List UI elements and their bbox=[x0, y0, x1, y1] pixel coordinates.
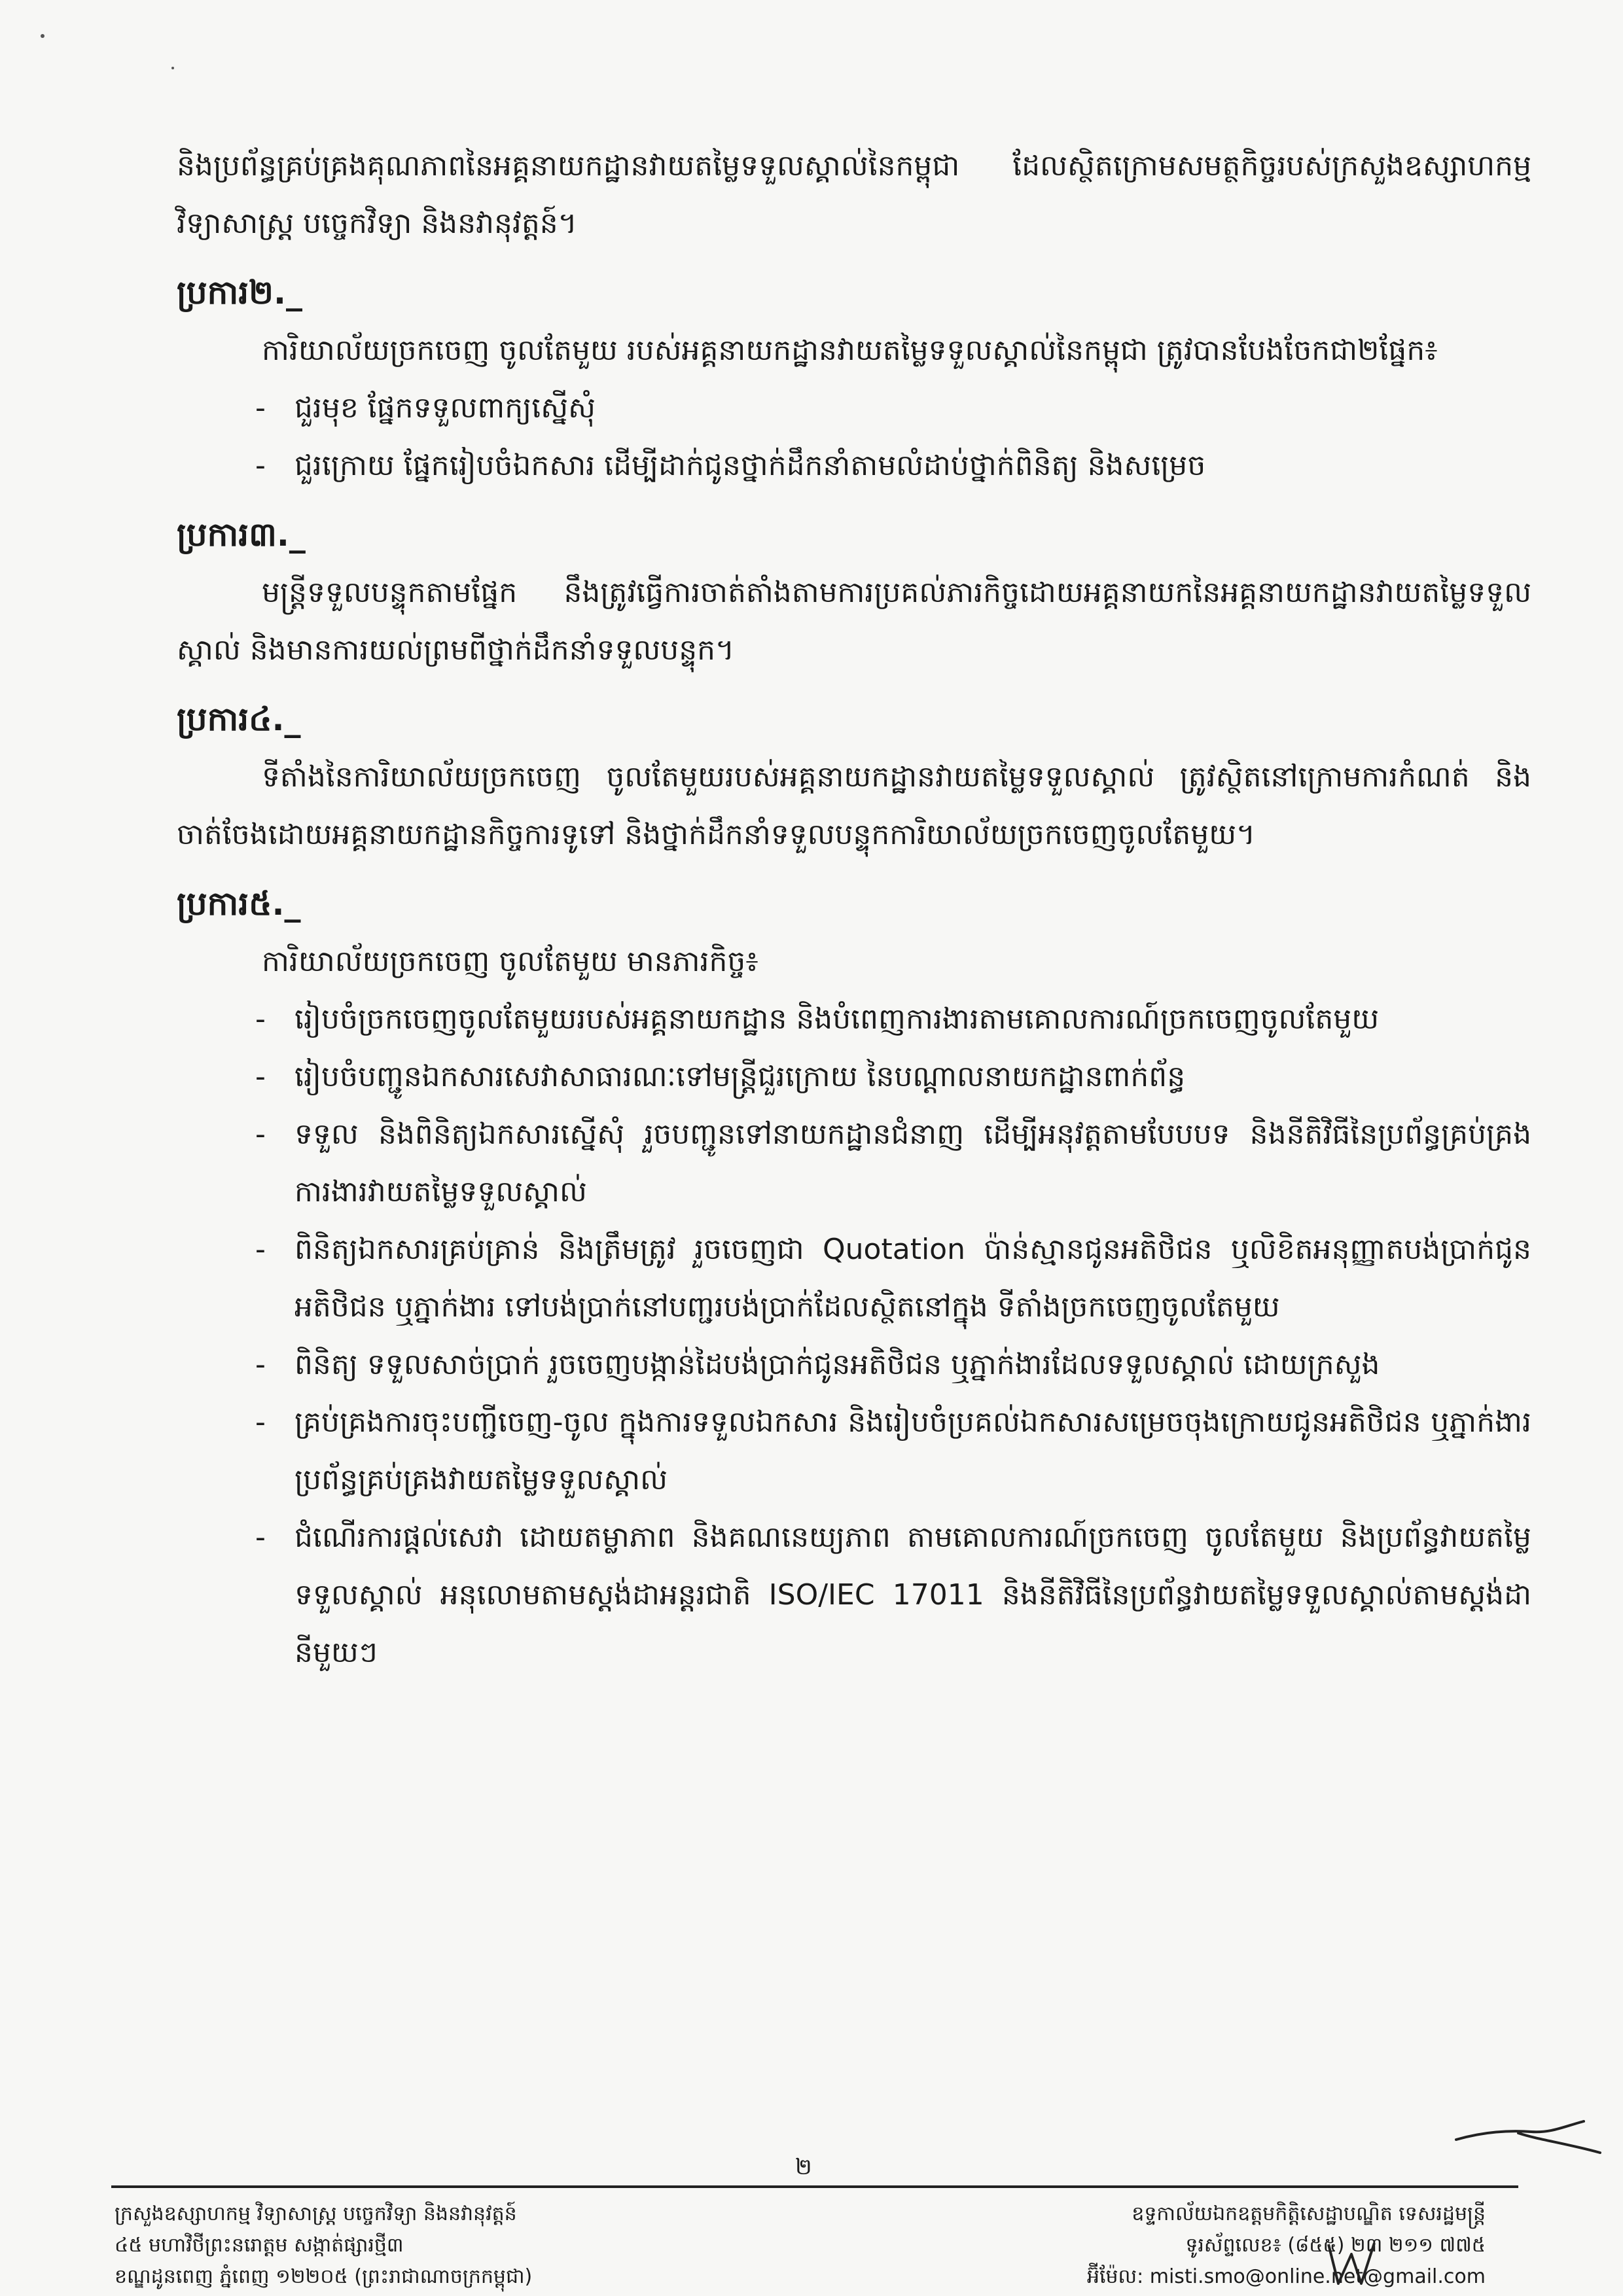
article-4-body: ទីតាំងនៃការិយាល័យច្រកចេញ ចូលតែមួយរបស់អគ្គនាយកដ្ឋានវាយតម្លៃទទួលស្គាល់ ត្រូវស្ថិតនៅក្រោមការកំណត់ និងចាត់ចែងដោយអគ្គនាយកដ្ឋានកិច្ចការទូទៅ និងថ្នាក់ដឹកនាំទទួលបន្ទុកការិយាល័យច្រកចេញចូលតែមួយ។ bbox=[177, 760, 1531, 851]
article-2-list bbox=[177, 380, 1531, 495]
footer-divider bbox=[111, 2185, 1518, 2188]
footer-ministry: ក្រសួងឧស្សាហកម្ម វិទ្យាសាស្ត្រ បច្ចេកវិទ្យា និងនវានុវត្តន៍ bbox=[115, 2202, 517, 2225]
page-number: ២ bbox=[795, 2154, 812, 2180]
list-item: - ជំណើរការផ្ដល់សេវា ដោយតម្លាភាព និងគណនេយ្យភាព តាមគោលការណ៍ច្រកចេញ ចូលតែមួយ និងប្រព័ន្ធវាយតម្លៃទទួលស្គាល់ អនុលោមតាមស្តង់ដាអន្តរជាតិ ISO/IEC 17011 និងនីតិវិធីនៃប្រព័ន្ធវាយតម្លៃទទួលស្គាល់តាមស្តង់ដានីមួយៗ bbox=[255, 1521, 1531, 1669]
footer-address bbox=[115, 2199, 532, 2293]
list-item: - ជួរមុខ ផ្នែកទទួលពាក្យស្នើសុំ bbox=[255, 391, 596, 425]
footer-email: អ៊ីម៉ែល: misti.smo@online.net@gmail.com bbox=[1086, 2265, 1486, 2288]
list-item: - រៀបចំច្រកចេញចូលតែមួយរបស់អគ្គនាយកដ្ឋាន និងបំពេញការងារតាមគោលការណ៍ច្រកចេញចូលតែមួយ bbox=[255, 1002, 1380, 1036]
document-body bbox=[177, 137, 1531, 1682]
intro-paragraph: និងប្រព័ន្ធគ្រប់គ្រងគុណភាពនៃអគ្គនាយកដ្ឋានវាយតម្លៃទទួលស្គាល់នៃកម្ពុជា ដែលស្ថិតក្រោមសមត្ថកិច្ចរបស់ក្រសួងឧស្សាហកម្ម វិទ្យាសាស្ត្រ បច្ចេកវិទ្យា និងនវានុវត្តន៍។ bbox=[177, 149, 1531, 240]
handwritten-mark-icon bbox=[1322, 2238, 1381, 2290]
list-item: - ពិនិត្យឯកសារគ្រប់គ្រាន់ និងត្រឹមត្រូវ រួចចេញជា Quotation ប៉ាន់ស្មានជូនអតិថិជន ឬលិខិតអនុញ្ញាតបង់ប្រាក់ជូនអតិថិជន ឬភ្នាក់ងារ ទៅបង់ប្រាក់នៅបញ្ជរបង់ប្រាក់ដែលស្ថិតនៅក្នុង ទីតាំងច្រកចេញចូលតែមួយ bbox=[255, 1233, 1531, 1324]
footer-office: ឧទ្ទកាល័យឯកឧត្តមកិត្តិសេដ្ឋាបណ្ឌិត ទេសរដ្ឋមន្ត្រី bbox=[1132, 2202, 1486, 2225]
list-item: - រៀបចំបញ្ជូនឯកសារសេវាសាធារណៈទៅមន្ត្រីជួរក្រោយ នៃបណ្ដាលនាយកដ្ឋានពាក់ព័ន្ធ bbox=[255, 1060, 1186, 1093]
article-5-list bbox=[177, 991, 1531, 1682]
list-item: - ជួរក្រោយ ផ្នែករៀបចំឯកសារ ដើម្បីដាក់ជូនថ្នាក់ដឹកនាំតាមលំដាប់ថ្នាក់ពិនិត្យ និងសម្រេច bbox=[255, 449, 1206, 482]
scan-speck bbox=[41, 34, 45, 38]
footer-street: ៤៥ មហាវិថីព្រះនរោត្តម សង្កាត់ផ្សារថ្មី៣ bbox=[115, 2234, 404, 2257]
article-5-heading: ប្រការ៥._ bbox=[177, 885, 301, 923]
article-2-heading: ប្រការ២._ bbox=[177, 274, 302, 311]
scan-speck bbox=[171, 67, 174, 69]
footer-city: ខណ្ឌដូនពេញ ភ្នំពេញ ១២២០៥ (ព្រះរាជាណាចក្រកម្ពុជា) bbox=[115, 2265, 533, 2288]
signature-icon bbox=[1453, 2113, 1603, 2159]
list-item: - ពិនិត្យ ទទួលសាច់ប្រាក់ រួចចេញបង្កាន់ដៃបង់ប្រាក់ជូនអតិថិជន ឬភ្នាក់ងារដែលទទួលស្គាល់ ដោយក្រសួង bbox=[255, 1348, 1380, 1381]
footer-phone: ទូរស័ព្ទលេខ៖ (៨៥៥) ២៣ ២១១ ៧៧៥ bbox=[1185, 2234, 1486, 2257]
article-2-body: ការិយាល័យច្រកចេញ ចូលតែមួយ របស់អគ្គនាយកដ្ឋានវាយតម្លៃទទួលស្គាល់នៃកម្ពុជា ត្រូវបានបែងចែកជា២ផ្នែក៖ bbox=[262, 334, 1438, 367]
list-item: - គ្រប់គ្រងការចុះបញ្ជីចេញ-ចូល ក្នុងការទទួលឯកសារ និងរៀបចំប្រគល់ឯកសារសម្រេចចុងក្រោយជូនអតិថិជន ឬភ្នាក់ងារប្រព័ន្ធគ្រប់គ្រងវាយតម្លៃទទួលស្គាល់ bbox=[255, 1405, 1531, 1496]
article-4-heading: ប្រការ៤._ bbox=[177, 700, 301, 738]
article-5-body: ការិយាល័យច្រកចេញ ចូលតែមួយ មានភារកិច្ច៖ bbox=[262, 945, 758, 978]
list-item: - ទទួល និងពិនិត្យឯកសារស្នើសុំ រួចបញ្ជូនទៅនាយកដ្ឋានជំនាញ ដើម្បីអនុវត្តតាមបែបបទ និងនីតិវិធីនៃប្រព័ន្ធគ្រប់គ្រងការងារវាយតម្លៃទទួលស្គាល់ bbox=[255, 1118, 1531, 1209]
article-3-body: មន្ត្រីទទួលបន្ទុកតាមផ្នែក នឹងត្រូវធ្វើការចាត់តាំងតាមការប្រគល់ភារកិច្ចដោយអគ្គនាយកនៃអគ្គនាយកដ្ឋានវាយតម្លៃទទួលស្គាល់ និងមានការយល់ព្រមពីថ្នាក់ដឹកនាំទទួលបន្ទុក។ bbox=[177, 576, 1531, 667]
article-3-heading: ប្រការ៣._ bbox=[177, 516, 306, 554]
footer-contact bbox=[1087, 2199, 1486, 2293]
